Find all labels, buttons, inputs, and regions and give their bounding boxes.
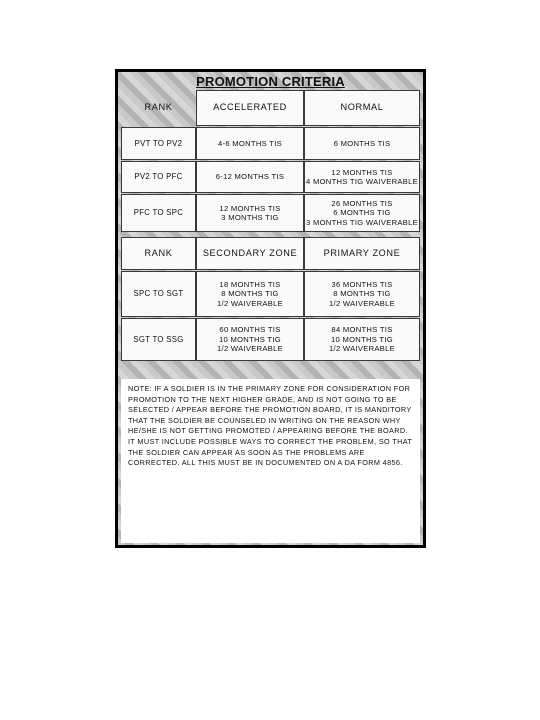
table2-header-rank: RANK — [121, 237, 196, 270]
table1-header-accelerated: ACCELERATED — [196, 90, 304, 126]
table2-row2-rank: SGT TO SSG — [121, 318, 196, 361]
table1-header-rank: RANK — [144, 102, 173, 113]
promotion-note: NOTE: IF A SOLDIER IS IN THE PRIMARY ZONE FOR CONSIDERATION FOR PROMOTION TO THE NEXT HIGHER GRADE, AND IS NOT GOING TO BE SELECTED / APPEAR BEFORE THE PROMOTION BOARD, IT IS MANDITORY THAT THE SOLDIER BE COUNSELED IN WRITING ON THE REASON WHY HE/SHE IS NOT GETTING PROMOTED / APPEARING BEFORE THE BOARD. IT MUST INCLUDE POSSIBLE WAYS TO CORRECT THE PROBLEM, SO THAT THE SOLDIER CAN APPEAR AS SOON AS THE PROBLEMS ARE CORRECTED. ALL THIS MUST BE IN DOCUMENTED ON A DA FORM 4856. — [121, 379, 420, 543]
page-title: PROMOTION CRITERIA — [196, 74, 345, 89]
table1-row3-accelerated: 12 MONTHS TIS 3 MONTHS TIG — [196, 194, 304, 232]
promotion-criteria-card — [115, 69, 426, 548]
table1-row1-rank: PVT TO PV2 — [121, 127, 196, 160]
table1-row1-normal: 6 MONTHS TIS — [304, 127, 420, 160]
table2-header-primary-zone: PRIMARY ZONE — [304, 237, 420, 270]
table1-header-normal: NORMAL — [304, 90, 420, 126]
table2-row2-primary: 84 MONTHS TIS 10 MONTHS TIG 1/2 WAIVERABLE — [304, 318, 420, 361]
table2-row1-primary: 36 MONTHS TIS 8 MONTHS TIG 1/2 WAIVERABLE — [304, 271, 420, 317]
table1-row2-normal: 12 MONTHS TIS 4 MONTHS TIG WAIVERABLE — [304, 161, 420, 193]
table2-row1-secondary: 18 MONTHS TIS 8 MONTHS TIG 1/2 WAIVERABLE — [196, 271, 304, 317]
table2-row1-rank: SPC TO SGT — [121, 271, 196, 317]
table1-row1-accelerated: 4-6 MONTHS TIS — [196, 127, 304, 160]
table1-row2-rank: PV2 TO PFC — [121, 161, 196, 193]
table1-row3-rank: PFC TO SPC — [121, 194, 196, 232]
table2-row2-secondary: 60 MONTHS TIS 10 MONTHS TIG 1/2 WAIVERABLE — [196, 318, 304, 361]
table1-row3-normal: 26 MONTHS TIS 6 MONTHS TIG 3 MONTHS TIG WAIVERABLE — [304, 194, 420, 232]
table2-header-secondary-zone: SECONDARY ZONE — [196, 237, 304, 270]
table1-row2-accelerated: 6-12 MONTHS TIS — [196, 161, 304, 193]
